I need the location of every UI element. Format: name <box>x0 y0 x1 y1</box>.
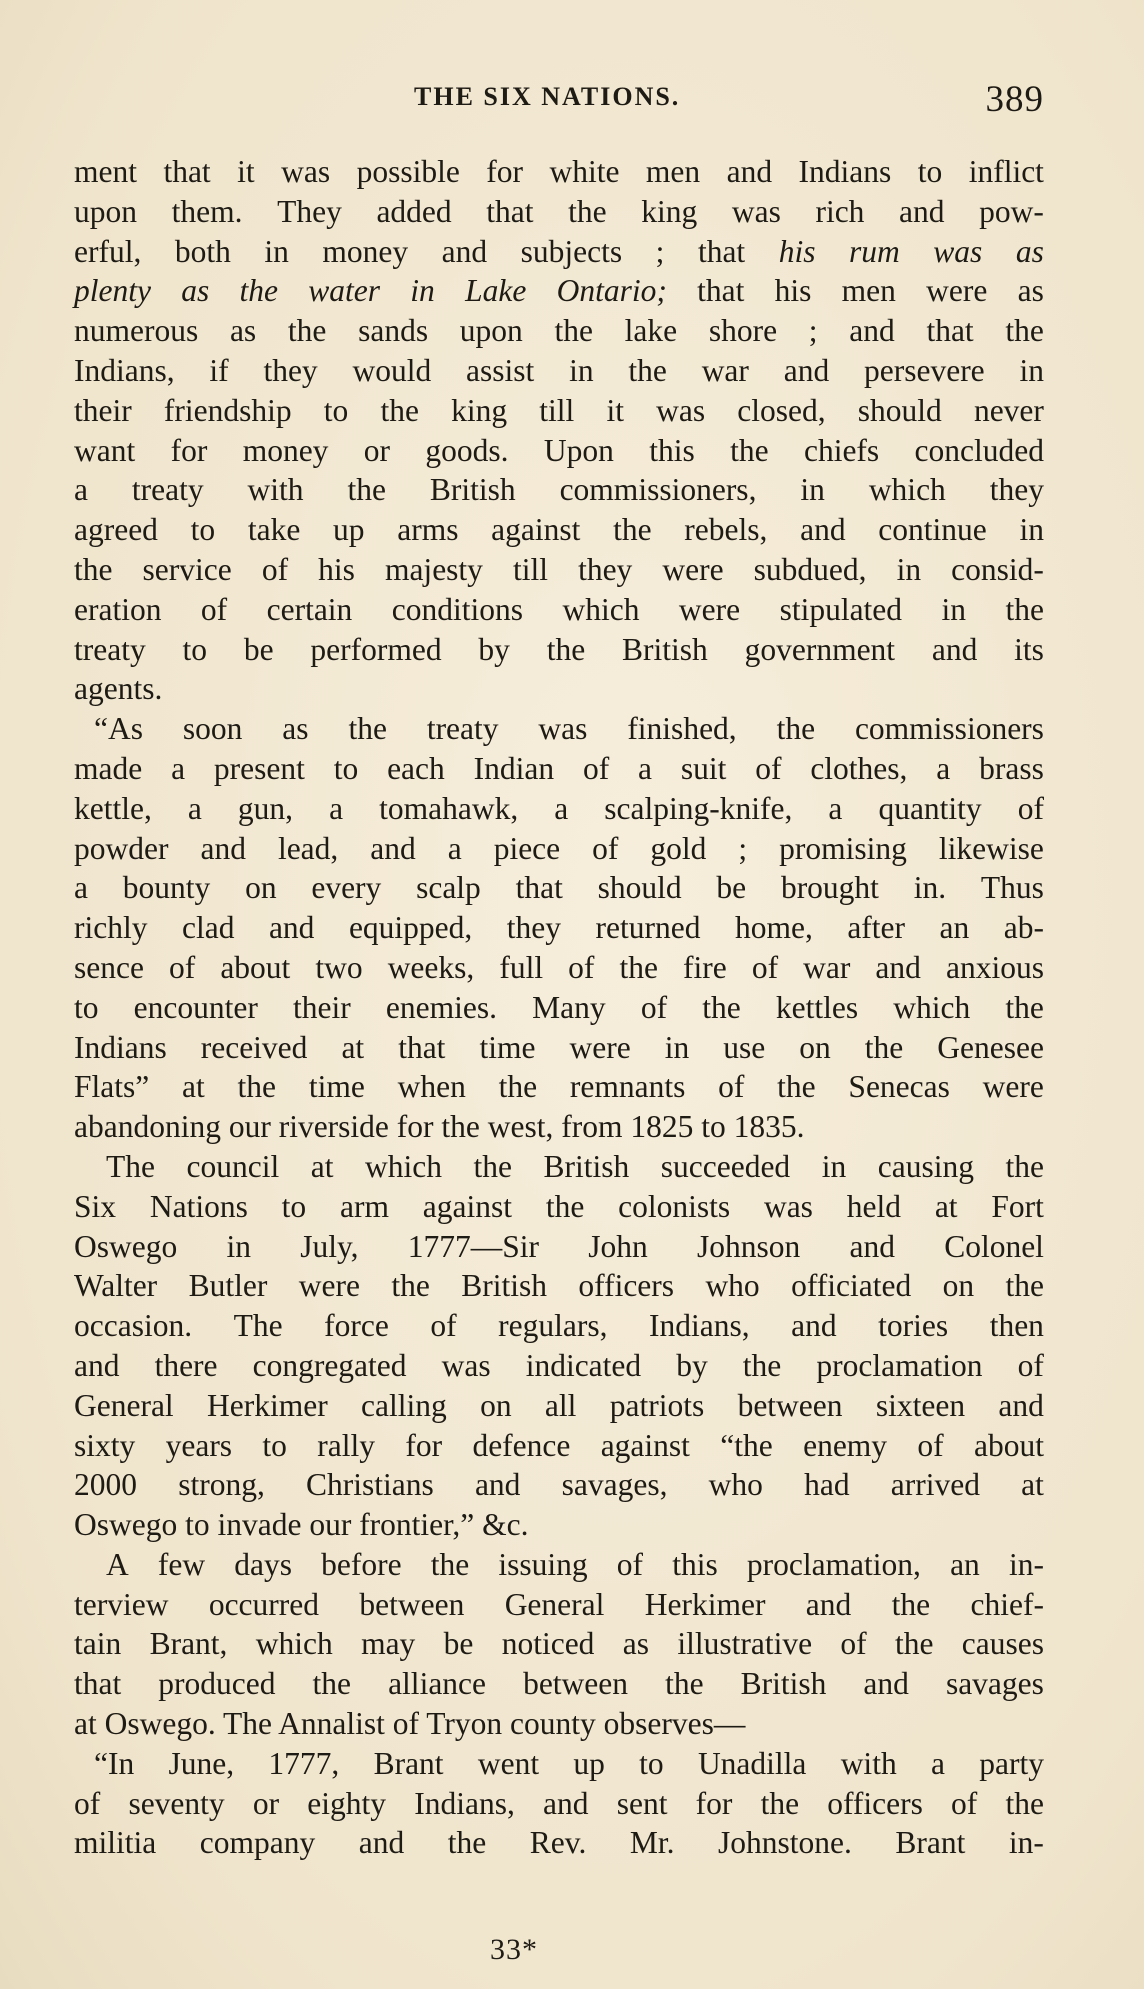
text-line: A few days before the issuing of this proclamation, an in- <box>106 1546 1044 1582</box>
text-line: upon them. They added that the king was rich and pow- <box>74 193 1044 229</box>
text-line: Flats” at the time when the remnants of the Senecas were <box>74 1069 1044 1105</box>
text-line: 2000 strong, Christians and savages, who had arrived at <box>74 1467 1044 1503</box>
text-line: eration of certain conditions which were stipulated in the <box>74 591 1044 627</box>
text-line: Oswego in July, 1777—Sir John Johnson and Colonel <box>74 1228 1044 1264</box>
text-line: ment that it was possible for white men and Indians to inflict <box>74 154 1044 189</box>
running-head: THE SIX NATIONS. <box>414 82 681 111</box>
text-line: a bounty on every scalp that should be brought in. Thus <box>74 870 1044 906</box>
text-line: erful, both in money and subjects ; that his rum was as <box>74 233 1044 269</box>
text-line: terview occurred between General Herkimer and the chief- <box>74 1586 1044 1622</box>
text-line: occasion. The force of regulars, Indians, and tories then <box>74 1308 1044 1344</box>
text-line: made a present to each Indian of a suit of clothes, a brass <box>74 750 1044 786</box>
text-line: militia company and the Rev. Mr. Johnstone. Brant in- <box>74 1825 1044 1861</box>
text-line: Six Nations to arm against the colonists was held at Fort <box>74 1188 1044 1224</box>
text-line: abandoning our riverside for the west, from 1825 to 1835. <box>74 1109 805 1145</box>
text-line: numerous as the sands upon the lake shore ; and that the <box>74 313 1044 349</box>
text-line: sixty years to rally for defence against “the enemy of about <box>74 1427 1044 1463</box>
text-line: Indians, if they would assist in the war and persevere in <box>74 352 1044 388</box>
text-line: a treaty with the British commissioners, in which they <box>74 472 1044 508</box>
text-line: plenty as the water in Lake Ontario; that his men were as <box>74 273 1044 309</box>
text-line: Walter Butler were the British officers who officiated on the <box>74 1268 1044 1304</box>
text-line: agreed to take up arms against the rebels, and continue in <box>74 512 1044 548</box>
signature-mark: 33* <box>490 1933 538 1966</box>
text-line: of seventy or eighty Indians, and sent for the officers of the <box>74 1785 1044 1821</box>
text-line: the service of his majesty till they were subdued, in consid- <box>74 551 1044 587</box>
text-line: Indians received at that time were in use on the Genesee <box>74 1029 1044 1065</box>
text-line: sence of about two weeks, full of the fire of war and anxious <box>74 949 1044 985</box>
text-line: at Oswego. The Annalist of Tryon county observes— <box>74 1706 746 1742</box>
text-line: The council at which the British succeeded in causing the <box>106 1148 1044 1184</box>
text-line: “As soon as the treaty was finished, the commissioners <box>94 711 1044 747</box>
text-line: kettle, a gun, a tomahawk, a scalping-knife, a quantity of <box>74 790 1044 826</box>
text-line: and there congregated was indicated by the proclamation of <box>74 1347 1044 1383</box>
text-line: Oswego to invade our frontier,” &c. <box>74 1507 529 1543</box>
text-line: to encounter their enemies. Many of the kettles which the <box>74 989 1044 1025</box>
text-line: powder and lead, and a piece of gold ; promising likewise <box>74 830 1044 866</box>
text-line: tain Brant, which may be noticed as illustrative of the causes <box>74 1626 1044 1662</box>
text-line: “In June, 1777, Brant went up to Unadilla with a party <box>94 1745 1044 1781</box>
body-text <box>74 152 1044 1863</box>
page-number: 389 <box>985 79 1044 120</box>
text-line: General Herkimer calling on all patriots between sixteen and <box>74 1387 1044 1423</box>
text-line: that produced the alliance between the British and savages <box>74 1666 1044 1702</box>
page-header <box>74 80 1044 130</box>
text-line: treaty to be performed by the British government and its <box>74 631 1044 667</box>
text-line: want for money or goods. Upon this the chiefs concluded <box>74 432 1044 468</box>
text-line: their friendship to the king till it was closed, should never <box>74 392 1044 428</box>
text-line: agents. <box>74 671 163 707</box>
text-line: richly clad and equipped, they returned home, after an ab- <box>74 910 1044 946</box>
